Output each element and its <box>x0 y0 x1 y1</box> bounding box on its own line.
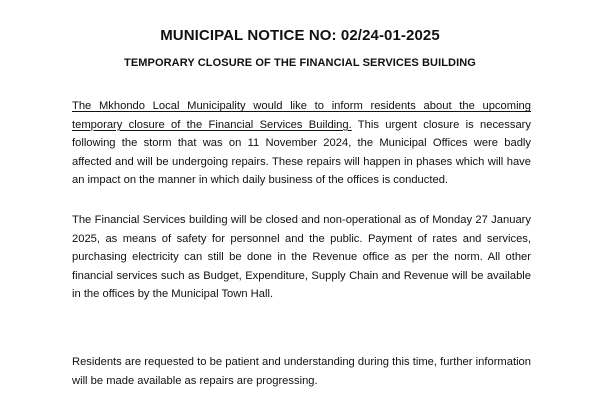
underlined-intro-sentence: The Mkhondo Local Municipality would like to inform residents about the upcoming temporary closure of the Financial Services Building. <box>72 100 531 131</box>
paragraph-closure-details: This urgent closure is necessary following the storm that was on 11 November 2024, the Municipal Offices were badly affected and will be undergoing repairs. These repairs will happen in phases which will have an impact on the manner in which daily business of the offices is conducted. <box>72 118 531 187</box>
paragraph-closure-announcement <box>72 97 531 190</box>
notice-subtitle: TEMPORARY CLOSURE OF THE FINANCIAL SERVICES BUILDING <box>124 57 476 69</box>
paragraph-services-info: The Financial Services building will be closed and non-operational as of Monday 27 January 2025, as means of safety for personnel and the public. Payment of rates and services, purchasing electricity can still be done in the Revenue office as per the norm. All other financial services such as Budget, Expenditure, Supply Chain and Revenue will be available in the offices by the Municipal Town Hall. <box>72 214 531 301</box>
notice-title: MUNICIPAL NOTICE NO: 02/24-01-2025 <box>160 27 440 44</box>
paragraph-closing-request: Residents are requested to be patient and understanding during this time, further information will be made available as repairs are progressing. <box>72 356 531 387</box>
